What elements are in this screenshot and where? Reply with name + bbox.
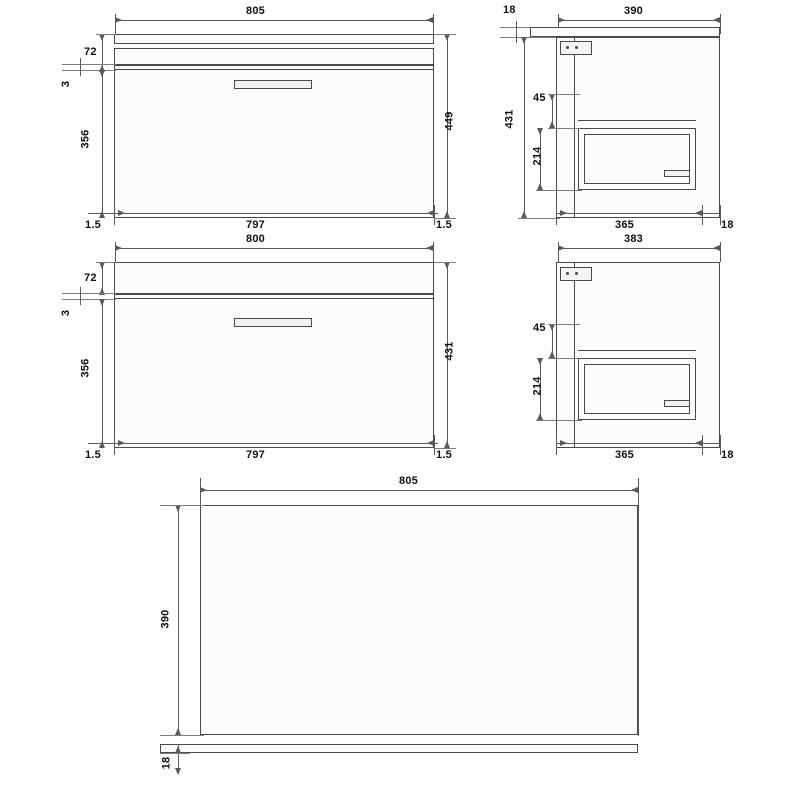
arrow-18plan-bottom bbox=[175, 768, 181, 775]
arrow-214l-top bbox=[537, 358, 543, 365]
dim-right-1_5-lower: 1.5 bbox=[436, 449, 452, 461]
drawer-top-edge bbox=[114, 69, 434, 70]
arrow-365-right bbox=[695, 210, 702, 216]
arrow-left-805 bbox=[115, 17, 122, 23]
arrow-797-right bbox=[427, 210, 434, 216]
dim-3-upper: 3 bbox=[60, 80, 73, 88]
arrow-383-left bbox=[558, 245, 565, 251]
ext-431-bottom bbox=[518, 218, 560, 219]
tick-797-right bbox=[434, 205, 435, 225]
arrow-365l-right bbox=[695, 440, 702, 446]
drawer-top-edge-lower bbox=[114, 298, 434, 299]
tick-365l-right bbox=[702, 435, 703, 455]
dim-45-lower: 45 bbox=[533, 322, 546, 334]
dim-left-1_5-lower: 1.5 bbox=[85, 449, 101, 461]
ext-45-top bbox=[548, 94, 580, 95]
tick-797l-right bbox=[434, 435, 435, 455]
ext-383-left bbox=[558, 242, 559, 262]
dim-72-lower: 72 bbox=[84, 272, 97, 284]
worktop-edge-strip bbox=[160, 744, 638, 753]
worktop-plan-rect bbox=[200, 505, 638, 735]
arrow-390-right bbox=[713, 17, 720, 23]
arrow-214-top bbox=[537, 128, 543, 135]
ext-45l-bottom bbox=[548, 358, 580, 359]
dim-line-bottom-chain-2 bbox=[88, 443, 438, 444]
arrow-45-top bbox=[549, 94, 555, 101]
drawer-handle-side bbox=[664, 170, 690, 177]
arrow-431-bottom bbox=[521, 211, 527, 218]
arrow-431-top bbox=[521, 37, 527, 44]
ext-383-right bbox=[720, 242, 721, 262]
dim-390-upper: 390 bbox=[624, 5, 643, 17]
dim-383-lower: 383 bbox=[624, 233, 643, 245]
bracket-hole-1 bbox=[566, 46, 569, 49]
tick-365-right bbox=[702, 205, 703, 225]
dim-line-390-plan bbox=[178, 505, 179, 735]
arrow-390plan-top bbox=[175, 505, 181, 512]
dim-805-upper: 805 bbox=[246, 5, 265, 17]
dim-805-plan: 805 bbox=[399, 475, 418, 487]
dim-left-1_5-upper: 1.5 bbox=[85, 219, 101, 231]
arrow-390plan-bottom bbox=[175, 728, 181, 735]
drawer-top-line-side-lower bbox=[578, 350, 696, 351]
dim-18-lower: 18 bbox=[721, 449, 734, 461]
ext-18-bottom bbox=[500, 37, 560, 38]
ext-3-top bbox=[62, 64, 116, 65]
dim-line-bottom-chain-1 bbox=[88, 213, 438, 214]
ext-390plan-bottom bbox=[160, 735, 204, 736]
dim-365-upper: 365 bbox=[615, 219, 634, 231]
arrow-214-bottom bbox=[537, 183, 543, 190]
dim-line-800-top bbox=[115, 248, 433, 249]
ext-18plan-bottom bbox=[160, 753, 190, 754]
arrow-365-left bbox=[560, 210, 567, 216]
ext-390plan-top bbox=[160, 505, 204, 506]
arrow-797l-left bbox=[118, 440, 125, 446]
dim-line-431 bbox=[524, 37, 525, 218]
arrow-72l-top bbox=[99, 262, 105, 269]
arrow-449-top bbox=[444, 34, 450, 41]
arrow-431l-bottom bbox=[444, 441, 450, 448]
bracket-hole-2 bbox=[575, 46, 578, 49]
dim-214-upper: 214 bbox=[531, 146, 544, 166]
dim-431-upper: 431 bbox=[503, 109, 516, 129]
arrow-365l-left bbox=[560, 440, 567, 446]
dim-431-lower: 431 bbox=[443, 341, 456, 361]
dim-18b-upper: 18 bbox=[721, 219, 734, 231]
dim-72-upper: 72 bbox=[84, 46, 97, 58]
arrow-18plan-top bbox=[175, 746, 181, 753]
ext-800-left bbox=[115, 242, 116, 262]
dim-18-upper: 18 bbox=[503, 4, 516, 16]
dim-365-lower: 365 bbox=[615, 449, 634, 461]
arrow-800-right bbox=[426, 245, 433, 251]
dim-390-plan: 390 bbox=[159, 609, 172, 629]
dim-356-upper: 356 bbox=[79, 129, 92, 149]
drawer-gap-line bbox=[114, 64, 434, 66]
arrow-797l-right bbox=[427, 440, 434, 446]
dim-line-390-top bbox=[558, 20, 720, 21]
dim-45-upper: 45 bbox=[533, 92, 546, 104]
dim-449-upper: 449 bbox=[443, 111, 456, 131]
dim-line-3 bbox=[80, 58, 81, 76]
arrow-449-bottom bbox=[444, 211, 450, 218]
arrow-383-right bbox=[713, 245, 720, 251]
arrow-805plan-right bbox=[631, 487, 638, 493]
arrow-72-top bbox=[99, 34, 105, 41]
arrow-797-left bbox=[118, 210, 125, 216]
ext-72l-top bbox=[96, 262, 116, 263]
ext-449-top bbox=[434, 34, 456, 35]
tick-797l-left bbox=[114, 435, 115, 455]
arrow-431l-top bbox=[444, 262, 450, 269]
ext-45l-top bbox=[548, 324, 580, 325]
arrow-214l-bottom bbox=[537, 413, 543, 420]
arrow-right-805 bbox=[426, 17, 433, 23]
dim-line-805-plan bbox=[200, 490, 638, 491]
dim-797-lower: 797 bbox=[246, 449, 265, 461]
dim-797-upper: 797 bbox=[246, 219, 265, 231]
bracket-hole-2-lower bbox=[575, 272, 578, 275]
cabinet-body-front bbox=[114, 48, 434, 218]
ext-line-805-left bbox=[115, 14, 116, 34]
dim-800-lower: 800 bbox=[246, 233, 265, 245]
ext-3l-top bbox=[62, 293, 116, 294]
dim-3-lower: 3 bbox=[60, 309, 73, 317]
dim-214-lower: 214 bbox=[531, 376, 544, 396]
tick-365-left bbox=[556, 205, 557, 225]
ext-805plan-right bbox=[638, 478, 639, 736]
dim-line-383-top bbox=[558, 248, 720, 249]
drawer-handle-side-lower bbox=[664, 400, 690, 407]
tick-797-left bbox=[114, 205, 115, 225]
cabinet-body-front-lower bbox=[114, 262, 434, 448]
drawer-gap-line-lower bbox=[114, 293, 434, 295]
ext-line-805-right bbox=[433, 14, 434, 34]
drawer-handle bbox=[234, 80, 312, 89]
drawer-handle-lower bbox=[234, 318, 312, 327]
dim-18-plan: 18 bbox=[160, 756, 173, 770]
dim-line-3-lower bbox=[80, 287, 81, 305]
worktop-side bbox=[530, 27, 720, 37]
dim-356-lower: 356 bbox=[79, 358, 92, 378]
ext-431l-top bbox=[434, 262, 456, 263]
arrow-356l-top bbox=[99, 299, 105, 306]
arrow-45l-top bbox=[549, 324, 555, 331]
ext-390-right bbox=[720, 14, 721, 34]
arrow-356-top bbox=[99, 70, 105, 77]
dim-right-1_5-upper: 1.5 bbox=[436, 219, 452, 231]
dim-line-356 bbox=[102, 70, 103, 218]
ext-45-bottom bbox=[548, 128, 580, 129]
ext-3l-bottom bbox=[62, 299, 116, 300]
arrow-800-left bbox=[115, 245, 122, 251]
ext-3-bottom bbox=[62, 70, 116, 71]
arrow-45-bottom bbox=[549, 121, 555, 128]
ext-214l-bottom bbox=[536, 420, 582, 421]
arrow-45l-bottom bbox=[549, 351, 555, 358]
arrow-390-left bbox=[558, 17, 565, 23]
arrow-805plan-left bbox=[200, 487, 207, 493]
ext-800-right bbox=[433, 242, 434, 262]
drawer-top-line-side bbox=[578, 120, 696, 121]
dim-line-18 bbox=[516, 21, 517, 43]
worktop-front bbox=[114, 34, 434, 44]
dim-line-805-top bbox=[115, 20, 433, 21]
tick-365l-left bbox=[556, 435, 557, 455]
ext-214-bottom bbox=[536, 190, 582, 191]
bracket-hole-1-lower bbox=[566, 272, 569, 275]
ext-72-top bbox=[96, 34, 116, 35]
dim-line-356-lower bbox=[102, 299, 103, 447]
